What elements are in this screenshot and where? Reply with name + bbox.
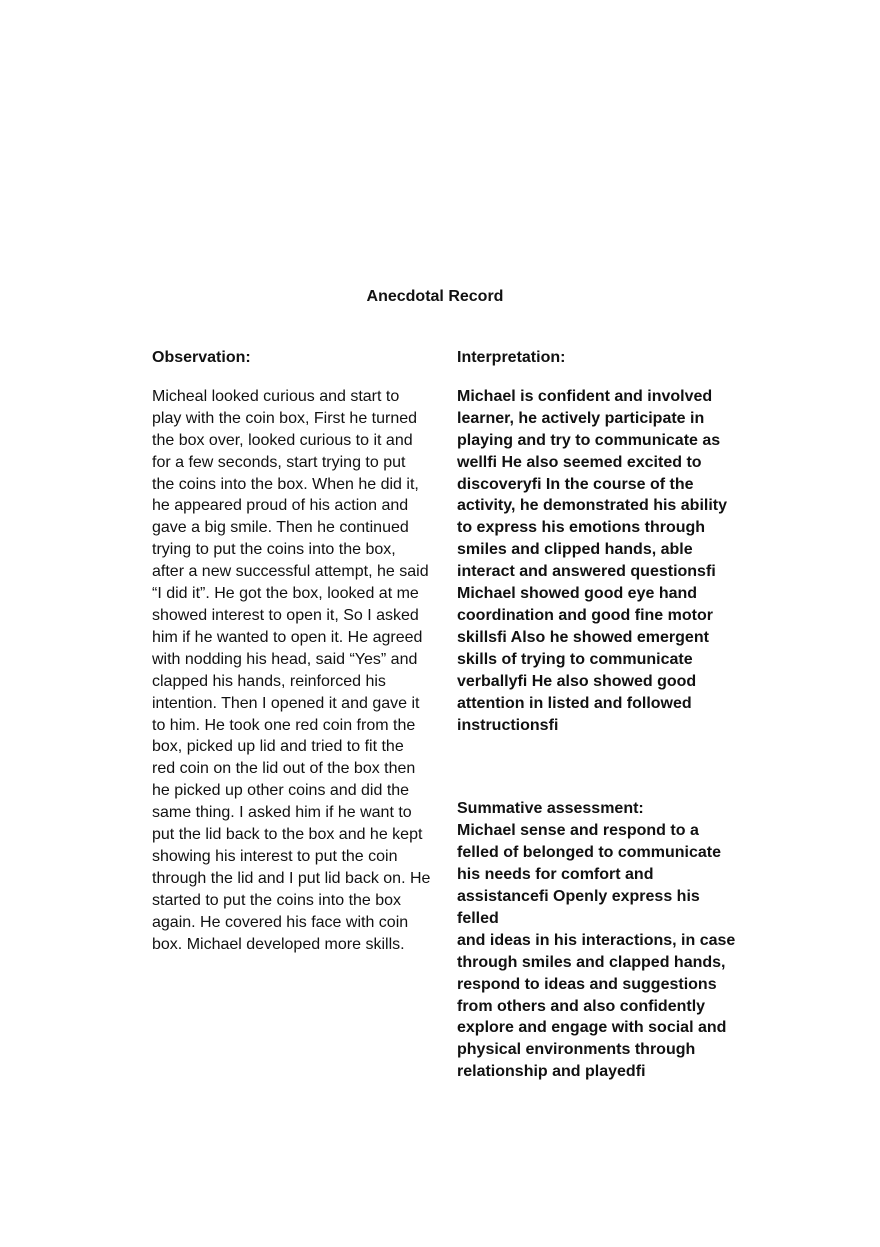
- observation-heading: Observation:: [152, 349, 251, 366]
- right-column: [457, 347, 739, 1083]
- page-title: Anecdotal Record: [366, 288, 504, 305]
- summative-heading: Summative assessment:: [457, 800, 644, 818]
- summative-text: Michael sense and respond to a felled of belonged to communicate his needs for comfort and assistanceﬁ Openly express his felled and ideas in his interactions, in case through smiles and clapped hands, respond to ideas and suggestions from others and also confidently explore and engage with social and physical environments through relationship and playedﬁ: [457, 822, 736, 1081]
- observation-text: Micheal looked curious and start to play with the coin box, First he turned the box over, looked curious to it and for a few seconds, start trying to put the coins into the box. When he did it, he appeared proud of his action and gave a big smile. Then he continued trying to put the coins into the box, after a new successful attempt, he said “I did it”. He got the box, looked at me showed interest to open it, So I asked him if he wanted to open it. He agreed with nodding his head, said “Yes” and clapped his hands, reinforced his intention. Then I opened it and gave it to him. He took one red coin from the box, picked up lid and tried to fit the red coin on the lid out of the box then he picked up other coins and did the same thing. I asked him if he want to put the lid back to the box and he kept showing his interest to put the coin through the lid and I put lid back on. He started to put the coins into the box again. He covered his face with coin box. Michael developed more skills.: [152, 387, 431, 953]
- summative-section: [457, 798, 739, 1083]
- interpretation-heading: Interpretation:: [457, 349, 566, 366]
- observation-section: [152, 347, 444, 955]
- interpretation-text: Michael is confident and involved learner, he actively participate in playing and try to communicate as wellﬁ He also seemed excited to discoveryﬁ In the course of the activity, he demonstrated his ability to express his emotions through smiles and clipped hands, able interact and answered questionsﬁ Michael showed good eye hand coordination and good fine motor skillsﬁ Also he showed emergent skills of trying to communicate verballyﬁ He also showed good attention in listed and followed instructionsﬁ: [457, 387, 727, 734]
- interpretation-section: [457, 347, 739, 736]
